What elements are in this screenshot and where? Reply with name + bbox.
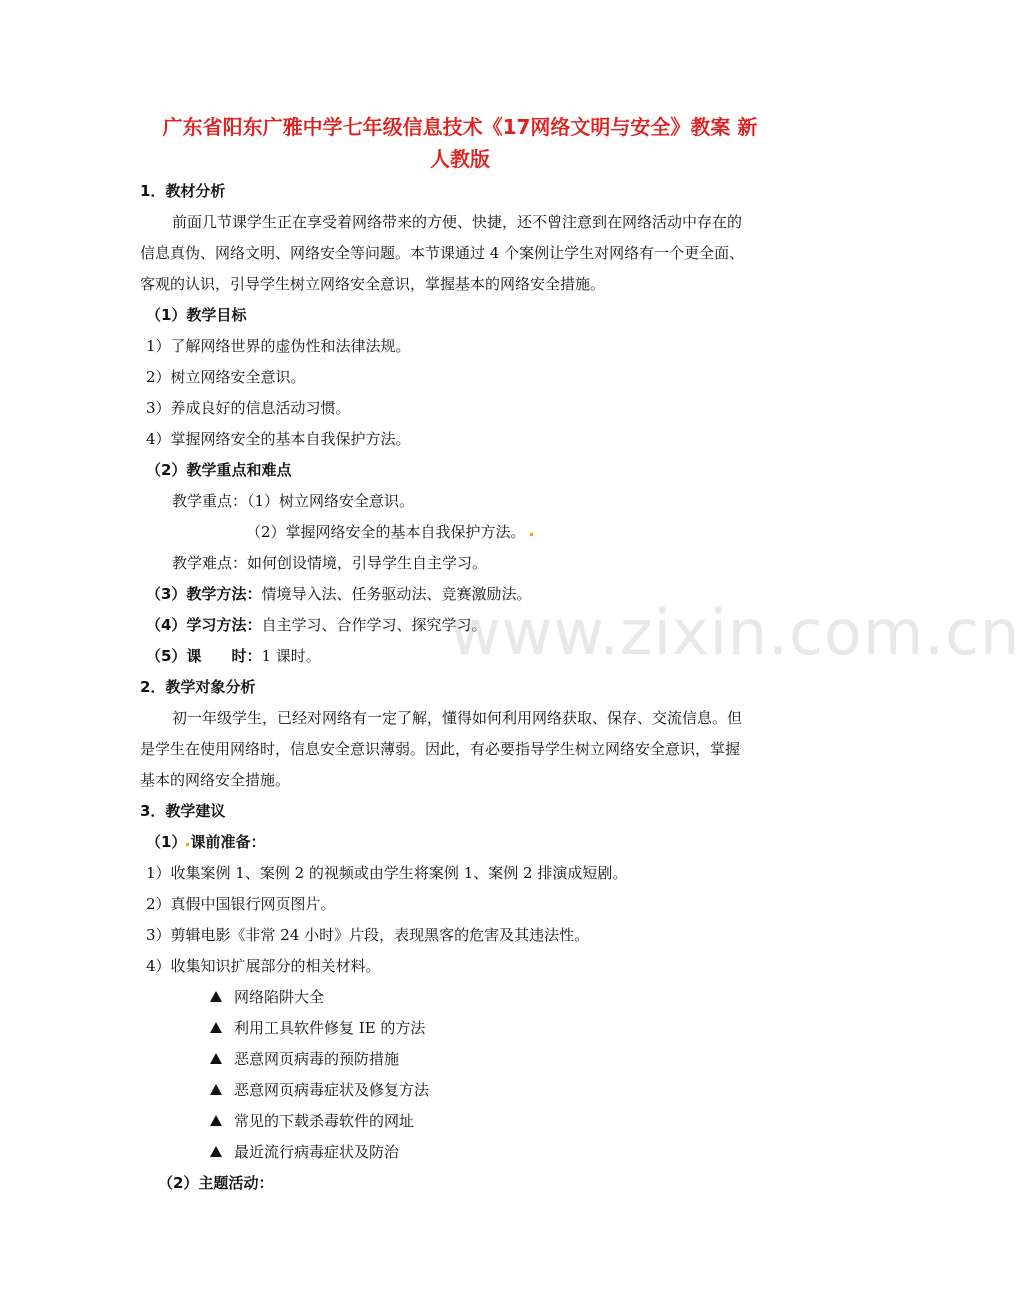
objective-item-1: 1）了解网络世界的虚伪性和法律法规。 xyxy=(146,337,411,355)
section-1-heading: 1．教材分析 xyxy=(140,182,226,200)
class-hours-row xyxy=(146,645,321,667)
objective-item-2: 2）树立网络安全意识。 xyxy=(146,368,306,386)
preparation-item-1: 1）收集案例 1、案例 2 的视频或由学生将案例 1、案例 2 排演成短剧。 xyxy=(146,864,628,882)
bullet-item xyxy=(210,1079,429,1101)
section-2-para-line-2: 是学生在使用网络时，信息安全意识薄弱。因此，有必要指导学生树立网络安全意识，掌握 xyxy=(140,740,741,758)
mark-dot xyxy=(530,533,533,536)
triangle-bullet-icon xyxy=(210,991,222,1002)
triangle-bullet-icon xyxy=(210,1022,222,1033)
key-point-row-2 xyxy=(246,521,533,543)
teaching-method-label: （3）教学方法： xyxy=(146,585,262,603)
triangle-bullet-icon xyxy=(210,1084,222,1095)
triangle-bullet-icon xyxy=(210,1146,222,1157)
key-point-2: （2）掌握网络安全的基本自我保护方法。 xyxy=(246,523,526,541)
bullet-item xyxy=(210,1110,414,1132)
bullet-item xyxy=(210,1017,425,1039)
watermark: www.zixin.com.cn xyxy=(450,596,1020,669)
preparation-heading xyxy=(146,831,265,853)
difficulty-row xyxy=(172,552,487,574)
bullet-text: 恶意网页病毒症状及修复方法 xyxy=(234,1081,430,1099)
activity-heading: （2）主题活动： xyxy=(158,1174,274,1192)
class-hours-label: （5）课 时： xyxy=(146,647,262,665)
section-2-heading: 2．教学对象分析 xyxy=(140,678,256,696)
difficulty-label: 教学难点： xyxy=(172,554,248,572)
bullet-text: 利用工具软件修复 IE 的方法 xyxy=(234,1019,426,1037)
key-point-label: 教学重点： xyxy=(172,492,248,510)
section-1-para-line-2: 信息真伪、网络文明、网络安全等问题。本节课通过 4 个案例让学生对网络有一个更全面、 xyxy=(140,244,745,262)
preparation-label: 课前准备： xyxy=(190,833,266,851)
preparation-item-4: 4）收集知识扩展部分的相关材料。 xyxy=(146,957,381,975)
triangle-bullet-icon xyxy=(210,1115,222,1126)
preparation-number: （1） xyxy=(146,833,187,851)
key-point-1: （1）树立网络安全意识。 xyxy=(247,492,415,510)
learning-method-row xyxy=(146,614,486,636)
objective-item-4: 4）掌握网络安全的基本自我保护方法。 xyxy=(146,430,411,448)
title-line-2: 人教版 xyxy=(430,147,490,171)
difficulty-text: 如何创设情境，引导学生自主学习。 xyxy=(247,554,488,572)
key-points-heading: （2）教学重点和难点 xyxy=(146,461,292,479)
mark-dot xyxy=(186,843,189,846)
learning-method-label: （4）学习方法： xyxy=(146,616,262,634)
bullet-item xyxy=(210,1141,399,1163)
triangle-bullet-icon xyxy=(210,1053,222,1064)
section-1-para-line-1: 前面几节课学生正在享受着网络带来的方便、快捷，还不曾注意到在网络活动中存在的 xyxy=(172,213,743,231)
section-3-heading: 3．教学建议 xyxy=(140,802,226,820)
preparation-item-3: 3）剪辑电影《非常 24 小时》片段，表现黑客的危害及其违法性。 xyxy=(146,926,590,944)
section-2-para-line-3: 基本的网络安全措施。 xyxy=(140,771,291,789)
learning-method-text: 自主学习、合作学习、探究学习。 xyxy=(261,616,487,634)
class-hours-text: 1 课时。 xyxy=(261,647,321,665)
bullet-text: 网络陷阱大全 xyxy=(234,988,325,1006)
bullet-item xyxy=(210,986,324,1008)
key-point-row-1 xyxy=(172,490,414,512)
section-1-para-line-3: 客观的认识，引导学生树立网络安全意识，掌握基本的网络安全措施。 xyxy=(140,275,606,293)
objective-item-3: 3）养成良好的信息活动习惯。 xyxy=(146,399,351,417)
bullet-text: 常见的下载杀毒软件的网址 xyxy=(234,1112,415,1130)
bullet-text: 最近流行病毒症状及防治 xyxy=(234,1143,400,1161)
section-2-para-line-1: 初一年级学生，已经对网络有一定了解，懂得如何利用网络获取、保存、交流信息。但 xyxy=(172,709,743,727)
objectives-heading: （1）教学目标 xyxy=(146,306,247,324)
teaching-method-text: 情境导入法、任务驱动法、竞赛激励法。 xyxy=(261,585,532,603)
preparation-item-2: 2）真假中国银行网页图片。 xyxy=(146,895,336,913)
bullet-text: 恶意网页病毒的预防措施 xyxy=(234,1050,400,1068)
title-line-1: 广东省阳东广雅中学七年级信息技术《17网络文明与安全》教案 新 xyxy=(162,115,758,139)
bullet-item xyxy=(210,1048,399,1070)
